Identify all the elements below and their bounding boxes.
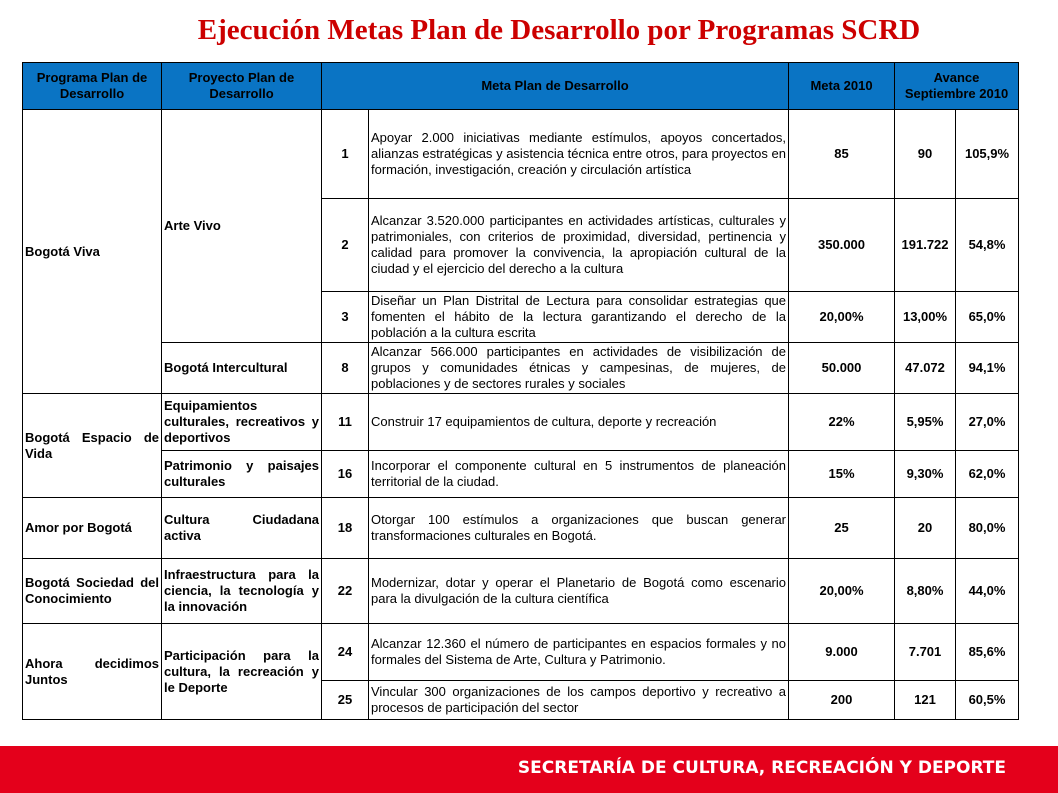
avance-value: 13,00% <box>895 292 956 343</box>
meta-2010-value: 25 <box>789 498 895 559</box>
meta-number: 16 <box>322 451 369 498</box>
avance-percent: 62,0% <box>956 451 1019 498</box>
proyecto-cell: Infraestructura para la ciencia, la tecnología y la innovación <box>162 559 322 624</box>
meta-number: 3 <box>322 292 369 343</box>
avance-value: 7.701 <box>895 624 956 681</box>
meta-description: Apoyar 2.000 iniciativas mediante estímulos, apoyos concertados, alianzas estratégicas y asistencia técnica entre otros, para proyectos en formación, investigación, creación y circulación artística <box>369 110 789 199</box>
avance-value: 121 <box>895 681 956 720</box>
meta-number: 25 <box>322 681 369 720</box>
meta-number: 11 <box>322 394 369 451</box>
proyecto-cell: Equipamientos culturales, recreativos y deportivos <box>162 394 322 451</box>
proyecto-cell: Cultura Ciudadana activa <box>162 498 322 559</box>
table-row <box>23 451 1019 498</box>
meta-number: 22 <box>322 559 369 624</box>
table-row <box>23 394 1019 451</box>
meta-description: Construir 17 equipamientos de cultura, deporte y recreación <box>369 394 789 451</box>
meta-2010-value: 200 <box>789 681 895 720</box>
meta-2010-value: 20,00% <box>789 292 895 343</box>
meta-2010-value: 20,00% <box>789 559 895 624</box>
meta-number: 18 <box>322 498 369 559</box>
meta-number: 24 <box>322 624 369 681</box>
table-row <box>23 624 1019 681</box>
meta-2010-value: 85 <box>789 110 895 199</box>
page-title: Ejecución Metas Plan de Desarrollo por Programas SCRD <box>197 14 921 46</box>
avance-value: 20 <box>895 498 956 559</box>
avance-value: 8,80% <box>895 559 956 624</box>
meta-description: Vincular 300 organizaciones de los campos deportivo y recreativo a procesos de participación del sector <box>369 681 789 720</box>
meta-description: Incorporar el componente cultural en 5 instrumentos de planeación territorial de la ciudad. <box>369 451 789 498</box>
avance-value: 191.722 <box>895 199 956 292</box>
programa-cell: Bogotá Viva <box>23 110 162 394</box>
meta-2010-value: 9.000 <box>789 624 895 681</box>
avance-percent: 94,1% <box>956 343 1019 394</box>
header-row <box>23 63 1019 110</box>
meta-number: 1 <box>322 110 369 199</box>
proyecto-cell: Arte Vivo <box>162 110 322 343</box>
proyecto-cell: Bogotá Intercultural <box>162 343 322 394</box>
avance-percent: 80,0% <box>956 498 1019 559</box>
avance-percent: 27,0% <box>956 394 1019 451</box>
header-programa: Programa Plan de Desarrollo <box>23 63 162 110</box>
avance-percent: 105,9% <box>956 110 1019 199</box>
meta-number: 8 <box>322 343 369 394</box>
meta-description: Modernizar, dotar y operar el Planetario de Bogotá como escenario para la divulgación de la cultura científica <box>369 559 789 624</box>
meta-description: Diseñar un Plan Distrital de Lectura para consolidar estrategias que fomenten el hábito de la lectura garantizando el derecho de la población a la cultura escrita <box>369 292 789 343</box>
programa-cell: Bogotá Espacio de Vida <box>23 394 162 498</box>
table-row <box>23 559 1019 624</box>
header-proyecto: Proyecto Plan de Desarrollo <box>162 63 322 110</box>
avance-value: 47.072 <box>895 343 956 394</box>
meta-2010-value: 350.000 <box>789 199 895 292</box>
meta-description: Alcanzar 12.360 el número de participantes en espacios formales y no formales del Sistema de Arte, Cultura y Patrimonio. <box>369 624 789 681</box>
table-row <box>23 498 1019 559</box>
goals-table <box>22 62 1019 720</box>
table-row <box>23 343 1019 394</box>
meta-description: Alcanzar 566.000 participantes en actividades de visibilización de grupos y comunidades étnicas y campesinas, de mujeres, de poblaciones y de sectores rurales y sociales <box>369 343 789 394</box>
avance-percent: 60,5% <box>956 681 1019 720</box>
avance-value: 9,30% <box>895 451 956 498</box>
meta-2010-value: 22% <box>789 394 895 451</box>
footer-banner <box>0 746 1058 793</box>
avance-percent: 54,8% <box>956 199 1019 292</box>
header-meta: Meta Plan de Desarrollo <box>322 63 789 110</box>
footer-organization: SECRETARÍA DE CULTURA, RECREACIÓN Y DEPORTE <box>517 758 1006 778</box>
meta-number: 2 <box>322 199 369 292</box>
proyecto-cell: Participación para la cultura, la recreación y le Deporte <box>162 624 322 720</box>
programa-cell: Bogotá Sociedad del Conocimiento <box>23 559 162 624</box>
meta-description: Alcanzar 3.520.000 participantes en actividades artísticas, culturales y patrimoniales, con criterios de proximidad, diversidad, pertinencia y calidad para promover la convivencia, la apropiación cultural de la ciudad y el ejercicio del derecho a la cultura <box>369 199 789 292</box>
meta-description: Otorgar 100 estímulos a organizaciones que buscan generar transformaciones culturales en Bogotá. <box>369 498 789 559</box>
avance-percent: 44,0% <box>956 559 1019 624</box>
header-meta-2010: Meta 2010 <box>789 63 895 110</box>
programa-cell: Ahora decidimos Juntos <box>23 624 162 720</box>
avance-value: 90 <box>895 110 956 199</box>
table-row <box>23 110 1019 199</box>
avance-percent: 85,6% <box>956 624 1019 681</box>
avance-percent: 65,0% <box>956 292 1019 343</box>
meta-2010-value: 50.000 <box>789 343 895 394</box>
programa-cell: Amor por Bogotá <box>23 498 162 559</box>
avance-value: 5,95% <box>895 394 956 451</box>
meta-2010-value: 15% <box>789 451 895 498</box>
header-avance: Avance Septiembre 2010 <box>895 63 1019 110</box>
proyecto-cell: Patrimonio y paisajes culturales <box>162 451 322 498</box>
